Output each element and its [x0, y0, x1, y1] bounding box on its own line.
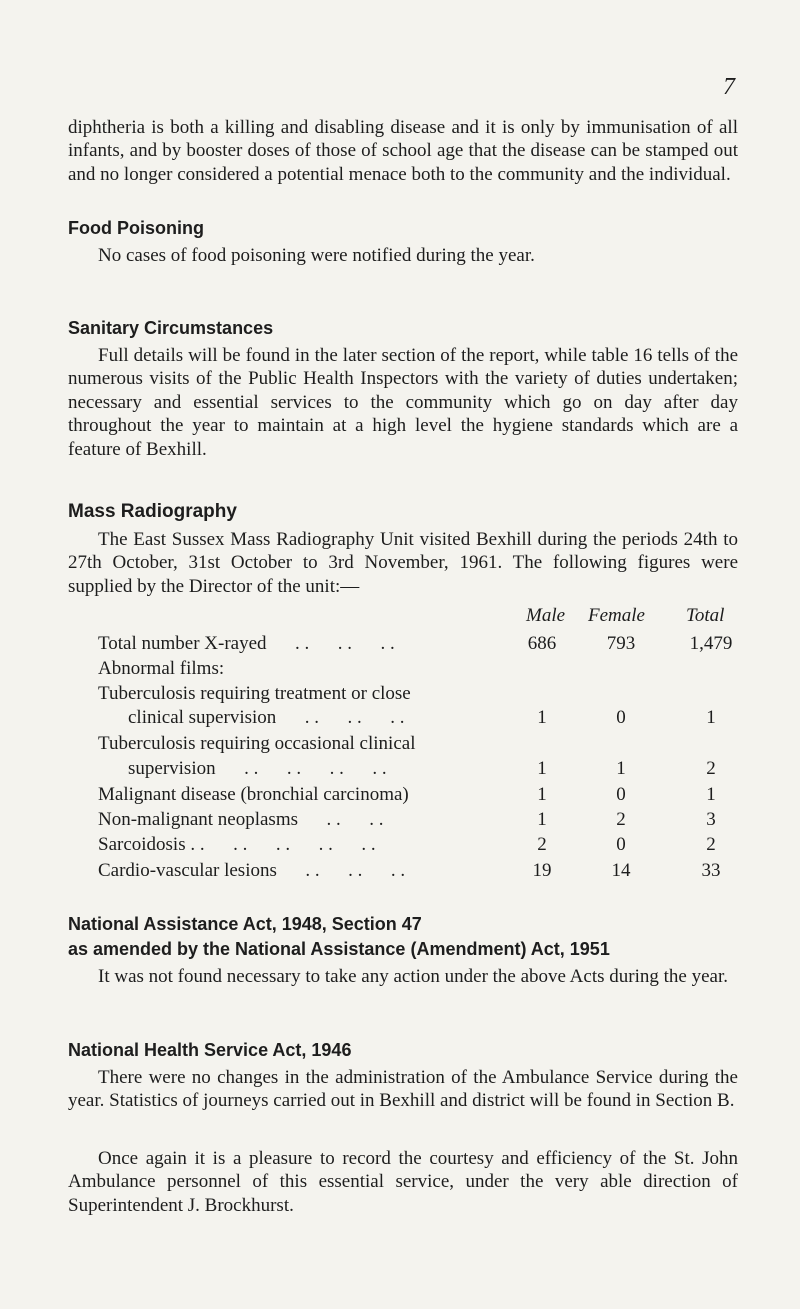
- male-value: 686: [527, 633, 557, 654]
- row-label: Malignant disease (bronchial carcinoma): [98, 784, 409, 805]
- total-value: 33: [701, 860, 721, 881]
- total-value: 1: [706, 784, 716, 805]
- intro-paragraph: diphtheria is both a killing and disabling disease and it is only by immunisation of all infants, and by booster doses of those of school age that the disease can be stamped out and no longer considered a potential menace both to the community and the individual.: [68, 117, 738, 185]
- female-value: 2: [616, 809, 626, 830]
- radiography-heading: Mass Radiography: [68, 501, 237, 522]
- radiography-text: The East Sussex Mass Radiography Unit visited Bexhill during the periods 24th to 27th October, 31st October to 3rd November, 1961. The following figures were supplied by the Director of the unit:—: [68, 529, 738, 597]
- column-header-female: Female: [588, 605, 645, 626]
- total-value: 2: [706, 834, 716, 855]
- food-poisoning-heading: Food Poisoning: [68, 218, 204, 238]
- male-value: 1: [537, 784, 547, 805]
- row-label: Sarcoidosis . . . . . . . . . .: [98, 834, 376, 855]
- total-value: 3: [706, 809, 716, 830]
- row-label: supervision . . . . . . . .: [128, 758, 387, 779]
- nhs-heading: National Health Service Act, 1946: [68, 1040, 352, 1060]
- female-value: 0: [616, 784, 626, 805]
- female-value: 0: [616, 707, 626, 728]
- total-value: 1: [706, 707, 716, 728]
- male-value: 1: [537, 758, 547, 779]
- total-value: 1,479: [689, 633, 733, 654]
- national-assistance-heading-1: National Assistance Act, 1948, Section 47: [68, 914, 422, 934]
- row-label: clinical supervision . . . . . .: [128, 707, 405, 728]
- sanitary-text: Full details will be found in the later section of the report, while table 16 tells of the numerous visits of the Public Health Inspectors with the variety of duties undertaken; necessary and essential services to the community which go on day after day throughout the year to maintain at a high level the hygiene standards which are a feature of Bexhill.: [68, 345, 738, 460]
- column-header-total: Total: [686, 605, 725, 626]
- female-value: 14: [611, 860, 631, 881]
- column-header-male: Male: [526, 605, 566, 626]
- page-number: 7: [723, 74, 735, 100]
- female-value: 793: [606, 633, 636, 654]
- row-label: Cardio-vascular lesions . . . . . .: [98, 860, 406, 881]
- national-assistance-text: It was not found necessary to take any action under the above Acts during the year.: [98, 966, 728, 987]
- sanitary-heading: Sanitary Circumstances: [68, 318, 274, 338]
- food-poisoning-text: No cases of food poisoning were notified during the year.: [98, 245, 535, 266]
- row-label: Non-malignant neoplasms . . . .: [98, 809, 384, 830]
- total-value: 2: [706, 758, 716, 779]
- row-label: Tuberculosis requiring treatment or close: [98, 683, 411, 704]
- female-value: 0: [616, 834, 626, 855]
- row-label: Tuberculosis requiring occasional clinical: [98, 733, 416, 754]
- male-value: 2: [537, 834, 547, 855]
- row-label: Total number X-rayed . . . . . .: [98, 633, 395, 654]
- row-label: Abnormal films:: [98, 658, 225, 679]
- national-assistance-heading-2: as amended by the National Assistance (Amendment) Act, 1951: [68, 939, 610, 959]
- female-value: 1: [616, 758, 626, 779]
- male-value: 1: [537, 809, 547, 830]
- male-value: 19: [532, 860, 552, 881]
- nhs-text-2: Once again it is a pleasure to record the courtesy and efficiency of the St. John Ambulance personnel of this essential service, under the very able direction of Superintendent J. Brockhurst.: [68, 1148, 738, 1216]
- male-value: 1: [537, 707, 547, 728]
- nhs-text-1: There were no changes in the administration of the Ambulance Service during the year. Statistics of journeys carried out in Bexhill and district will be found in Section B.: [68, 1067, 738, 1112]
